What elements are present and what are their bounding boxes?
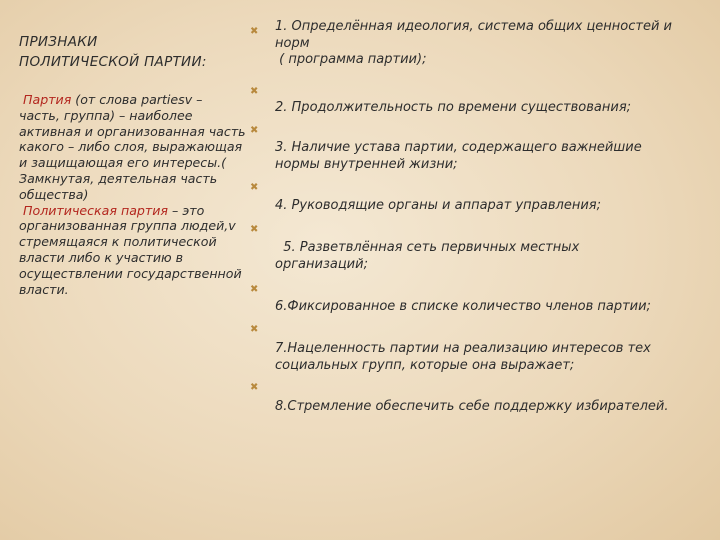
definition-political-party (19, 203, 247, 298)
list-item-text: 3. Наличие устава партии, содержащего важнейшие нормы внутренней жизни; (275, 140, 642, 172)
list-item (275, 399, 710, 416)
list-item-text: 4. Руководящие органы и аппарат управления; (275, 198, 601, 213)
bullet-x-icon: ✖ (250, 224, 259, 235)
bullet-x-icon: ✖ (250, 324, 259, 335)
bullet-x-icon: ✖ (250, 86, 259, 97)
list-item-text: 5. Разветвлённая сеть первичных местных организаций; (275, 240, 584, 272)
list-item (275, 100, 710, 117)
bullet-x-icon: ✖ (250, 26, 259, 37)
list-item-text: 1. Определённая идеология, система общих ценностей и норм (275, 19, 673, 51)
definition-party-text: (от слова partiesv – часть, группа) – наиболее активная и организованная часть какого – либо слоя, выражающая и защищающая его интересы.( Замкнутая, деятельная часть общества) (19, 92, 246, 202)
bullet-x-icon: ✖ (250, 182, 259, 193)
list-item (275, 299, 710, 316)
term-political-party: Политическая партия (23, 202, 169, 218)
list-item (275, 19, 710, 69)
list-item (275, 240, 615, 273)
bullet-x-icon: ✖ (250, 382, 259, 393)
list-item-text: 7.Нацеленность партии на реализацию интересов тех социальных групп, которые она выражает; (275, 341, 651, 373)
term-party: Партия (23, 92, 72, 107)
list-item-text: 2. Продолжительность по времени существования; (275, 100, 632, 115)
definition-political-party-text: – это организованная группа людей,v стремящаяся к политической власти либо к участию в осуществлении государственной власти. (19, 202, 242, 297)
title-line-2: ПОЛИТИЧЕСКОЙ ПАРТИИ: (19, 54, 207, 70)
definition-party (19, 92, 247, 203)
list-item (275, 140, 675, 173)
list-item-text: 6.Фиксированное в списке количество членов партии; (275, 299, 651, 314)
definitions-block (19, 92, 247, 297)
list-item-text: ( программа партии); (275, 52, 427, 67)
bullet-x-icon: ✖ (250, 284, 259, 295)
list-item (275, 198, 710, 215)
list-item (275, 341, 695, 374)
title-line-1: ПРИЗНАКИ (19, 34, 98, 50)
slide-title (19, 32, 249, 72)
list-item-text: 8.Стремление обеспечить себе поддержку избирателей. (275, 399, 669, 414)
bullet-x-icon: ✖ (250, 125, 259, 136)
